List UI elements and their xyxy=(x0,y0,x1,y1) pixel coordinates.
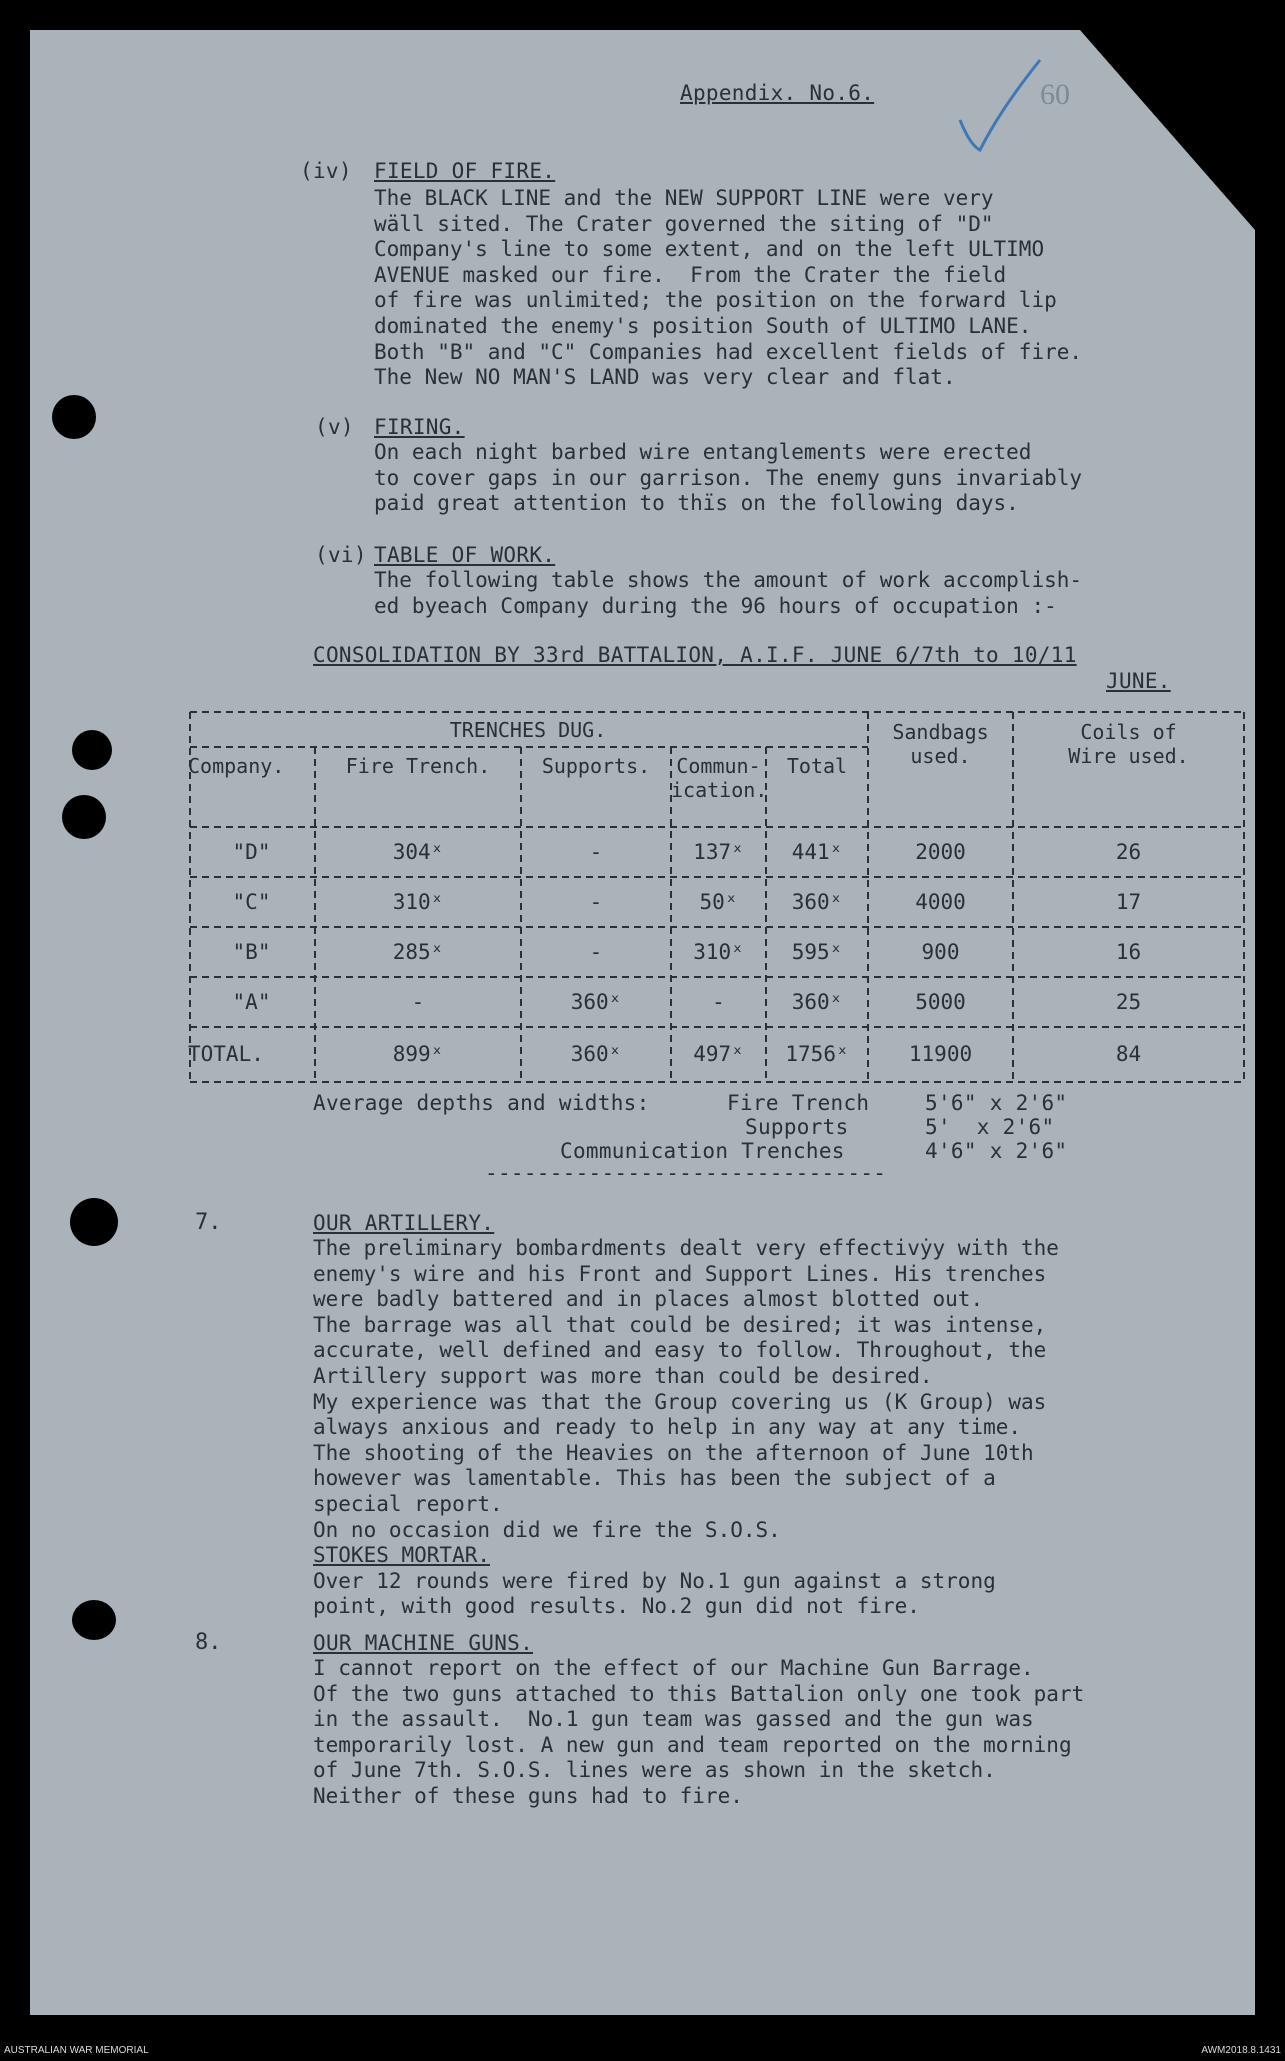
table-cell: 16 xyxy=(1115,940,1142,964)
table-cell: TOTAL. xyxy=(188,1042,264,1066)
text-line: AVENUE masked our fire. From the Crater the field xyxy=(374,262,1007,287)
section-number: (v) xyxy=(315,415,354,439)
section-heading: TABLE OF WORK. xyxy=(374,543,556,567)
text-line: of June 7th. S.O.S. lines were as shown in the sketch. xyxy=(313,1758,996,1783)
table-cell: "C" xyxy=(232,890,271,914)
punch-hole xyxy=(70,1198,118,1246)
text-line: Company's line to some extent, and on the left ULTIMO xyxy=(374,237,1045,262)
group-header: TRENCHES DUG. xyxy=(449,718,607,742)
text-line: were badly battered and in places almost blotted out. xyxy=(313,1287,984,1312)
table-title: CONSOLIDATION BY 33rd BATTALION, A.I.F. JUNE 6/7th to 10/11 xyxy=(313,643,1077,667)
table-cell: 26 xyxy=(1115,840,1142,864)
table-cell: 304ˣ xyxy=(392,840,444,864)
section-number: (vi) xyxy=(315,543,367,567)
averages-value: 5' x 2'6" xyxy=(925,1115,1055,1139)
text-line: enemy's wire and his Front and Support Lines. His trenches xyxy=(313,1261,1047,1286)
averages-value: 4'6" x 2'6" xyxy=(925,1139,1068,1163)
table-cell: 900 xyxy=(921,940,960,964)
text-line: Neither of these guns had to fire. xyxy=(313,1783,743,1808)
section-heading: FIELD OF FIRE. xyxy=(374,159,556,183)
column-header: Total xyxy=(786,754,848,778)
page-number: 60 xyxy=(1040,78,1070,111)
divider: ------------------------------- xyxy=(485,1161,887,1185)
text-line: to cover gaps in our garrison. The enemy guns invariably xyxy=(374,465,1083,490)
text-line: however was lamentable. This has been the subject of a xyxy=(313,1466,996,1491)
text-line: paid great attention to thïs on the following days. xyxy=(374,491,1019,516)
section-heading: OUR ARTILLERY. xyxy=(313,1211,495,1235)
table-cell: 5000 xyxy=(915,990,966,1014)
table-cell: 310ˣ xyxy=(693,940,744,964)
text-line: in the assault. No.1 gun team was gassed and the gun was xyxy=(313,1707,1034,1732)
table-cell: 360ˣ xyxy=(570,1042,622,1066)
text-line: The barrage was all that could be desired; it was intense, xyxy=(313,1312,1047,1337)
text-line: of fire was unlimited; the position on the forward lip xyxy=(374,288,1057,313)
text-line: Artillery support was more than could be desired. xyxy=(313,1363,933,1388)
table-cell: - xyxy=(411,990,425,1014)
table-cell: - xyxy=(712,990,725,1014)
table-cell: 17 xyxy=(1115,890,1142,914)
averages-label: Supports xyxy=(745,1115,849,1139)
table-cell: 137ˣ xyxy=(693,840,744,864)
averages-value: 5'6" x 2'6" xyxy=(925,1091,1068,1115)
consolidation-table xyxy=(188,710,1248,1090)
machine-guns-paragraph xyxy=(313,1656,1084,1810)
text-line: ed byeach Company during the 96 hours of occupation :- xyxy=(374,593,1057,618)
stokes-heading: STOKES MORTAR. xyxy=(313,1543,491,1568)
table-cell: - xyxy=(589,940,603,964)
section-heading: OUR MACHINE GUNS. xyxy=(313,1631,534,1655)
table-cell: 899ˣ xyxy=(392,1042,444,1066)
text-line: My experience was that the Group covering us (K Group) was xyxy=(313,1389,1047,1414)
text-line: On each night barbed wire entanglements were erected xyxy=(374,440,1032,464)
table-cell: 360ˣ xyxy=(791,890,843,914)
text-line: The BLACK LINE and the NEW SUPPORT LINE were very xyxy=(374,186,994,210)
torn-corner xyxy=(1080,30,1255,230)
table-cell: 497ˣ xyxy=(693,1042,744,1066)
text-line: The preliminary bombardments dealt very effectivẏy with the xyxy=(313,1236,1059,1260)
text-line: Both "B" and "C" Companies had excellent fields of fire. xyxy=(374,339,1083,364)
table-of-work-paragraph xyxy=(374,568,1082,619)
table-cell: "B" xyxy=(232,940,271,964)
artillery-paragraph xyxy=(313,1236,1059,1620)
table-cell: 11900 xyxy=(908,1042,973,1066)
text-line: special report. xyxy=(313,1491,503,1516)
text-line: On no occasion did we fire the S.O.S. xyxy=(313,1517,781,1542)
table-cell: - xyxy=(589,890,603,914)
text-line: The following table shows the amount of work accomplish- xyxy=(374,568,1083,592)
table-title-continued: JUNE. xyxy=(1106,669,1171,693)
punch-hole xyxy=(72,730,112,770)
table-cell: 84 xyxy=(1115,1042,1142,1066)
table-cell: 360ˣ xyxy=(791,990,843,1014)
column-header: Commun- ication. xyxy=(671,754,768,802)
text-line: Of the two guns attached to this Battalion only one took part xyxy=(313,1681,1085,1706)
table-cell: 441ˣ xyxy=(791,840,843,864)
document-page xyxy=(30,30,1255,2015)
field-of-fire-paragraph xyxy=(374,186,1082,391)
table-cell: 1756ˣ xyxy=(785,1042,849,1066)
appendix-title: Appendix. No.6. xyxy=(680,81,875,105)
footer-right: AWM2018.8.1431 xyxy=(1201,2045,1281,2056)
text-line: wäll sited. The Crater governed the siting of "D" xyxy=(374,211,994,236)
section-number: 8. xyxy=(195,1630,222,1655)
table-cell: "A" xyxy=(232,990,271,1014)
text-line: temporarily lost. A new gun and team reported on the morning xyxy=(313,1732,1072,1757)
table-cell: "D" xyxy=(232,840,271,864)
section-heading: FIRING. xyxy=(374,415,465,439)
column-header: Fire Trench. xyxy=(345,754,491,778)
table-cell: 310ˣ xyxy=(392,890,444,914)
table-cell: 50ˣ xyxy=(699,890,738,914)
table-cell: 595ˣ xyxy=(791,940,843,964)
column-header: Coils of Wire used. xyxy=(1068,720,1189,768)
punch-hole xyxy=(62,795,106,839)
table-cell: 2000 xyxy=(915,840,966,864)
column-header: Supports. xyxy=(541,754,651,778)
table-cell: 360ˣ xyxy=(570,990,622,1014)
averages-intro: Average depths and widths: xyxy=(313,1091,650,1115)
text-line: The New NO MAN'S LAND was very clear and flat. xyxy=(374,365,956,390)
punch-hole xyxy=(52,395,96,439)
punch-hole xyxy=(72,1600,116,1640)
averages-label: Fire Trench xyxy=(727,1091,870,1115)
table-cell: 285ˣ xyxy=(392,940,444,964)
table-cell: - xyxy=(589,840,603,864)
text-line: The shooting of the Heavies on the afternoon of June 10th xyxy=(313,1440,1034,1465)
firing-paragraph xyxy=(374,440,1082,517)
text-line: Over 12 rounds were fired by No.1 gun against a strong xyxy=(313,1568,996,1593)
section-number: (iv) xyxy=(300,159,352,183)
footer-left: AUSTRALIAN WAR MEMORIAL xyxy=(4,2045,149,2056)
averages-label: Communication Trenches xyxy=(560,1139,845,1163)
text-line: I cannot report on the effect of our Machine Gun Barrage. xyxy=(313,1656,1034,1680)
text-line: dominated the enemy's position South of ULTIMO LANE. xyxy=(374,313,1032,338)
table-cell: 25 xyxy=(1115,990,1142,1014)
section-number: 7. xyxy=(195,1210,222,1235)
table-cell: 4000 xyxy=(915,890,966,914)
text-line: always anxious and ready to help in any way at any time. xyxy=(313,1415,1022,1440)
column-header: Sandbags used. xyxy=(892,720,989,768)
text-line: accurate, well defined and easy to follow. Throughout, the xyxy=(313,1338,1047,1363)
column-header: Company. xyxy=(188,754,285,778)
text-line: point, with good results. No.2 gun did not fire. xyxy=(313,1594,920,1619)
